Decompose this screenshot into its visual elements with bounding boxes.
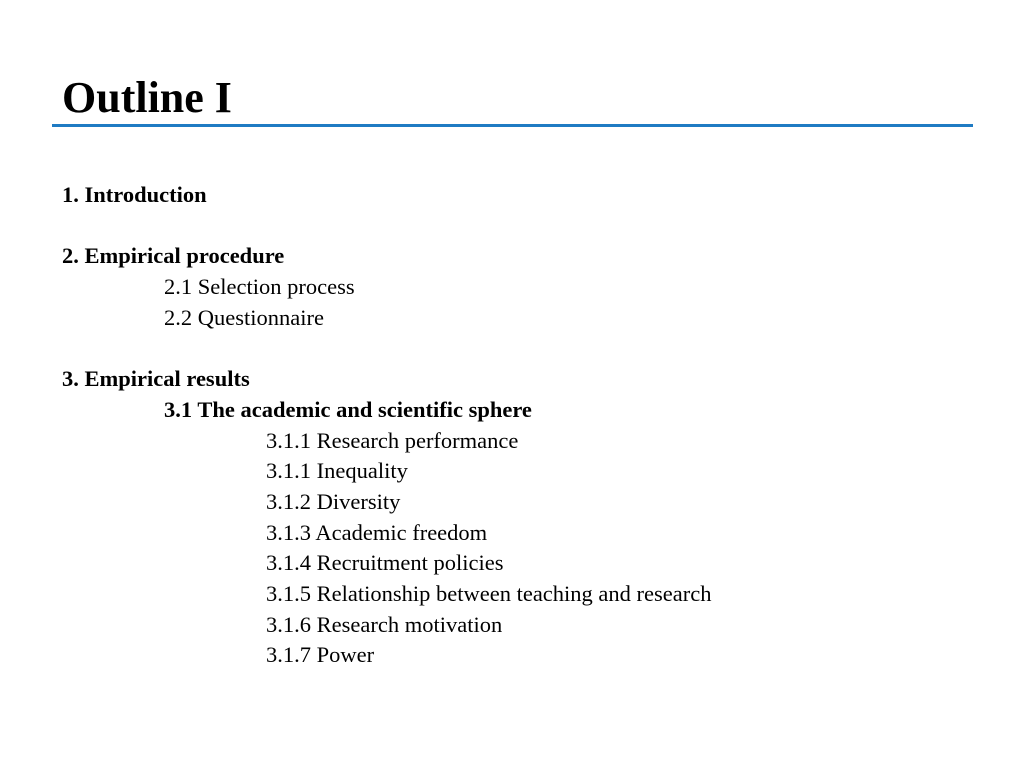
outline-item-research-motivation: 3.1.6 Research motivation (266, 611, 503, 637)
outline-item-power: 3.1.7 Power (266, 642, 375, 668)
title-divider (52, 124, 973, 127)
outline-subsection-academic-sphere: 3.1 The academic and scientific sphere (164, 396, 532, 422)
outline-item-diversity: 3.1.2 Diversity (266, 488, 401, 514)
outline-list (62, 180, 711, 671)
outline-section-empirical-procedure: 2. Empirical procedure (62, 243, 285, 269)
outline-section-empirical-results: 3. Empirical results (62, 366, 250, 392)
outline-item-academic-freedom: 3.1.3 Academic freedom (266, 519, 488, 545)
outline-item-recruitment-policies: 3.1.4 Recruitment policies (266, 550, 504, 576)
outline-spacer (62, 333, 711, 364)
outline-item-selection-process: 2.1 Selection process (164, 274, 355, 300)
outline-section-introduction: 1. Introduction (62, 182, 207, 207)
outline-item-teaching-research: 3.1.5 Relationship between teaching and research (266, 580, 712, 606)
outline-item-research-performance: 3.1.1 Research performance (266, 427, 519, 453)
slide-title: Outline I (62, 73, 232, 122)
outline-spacer (62, 211, 711, 242)
outline-item-inequality: 3.1.1 Inequality (266, 458, 408, 484)
outline-item-questionnaire: 2.2 Questionnaire (164, 304, 324, 330)
